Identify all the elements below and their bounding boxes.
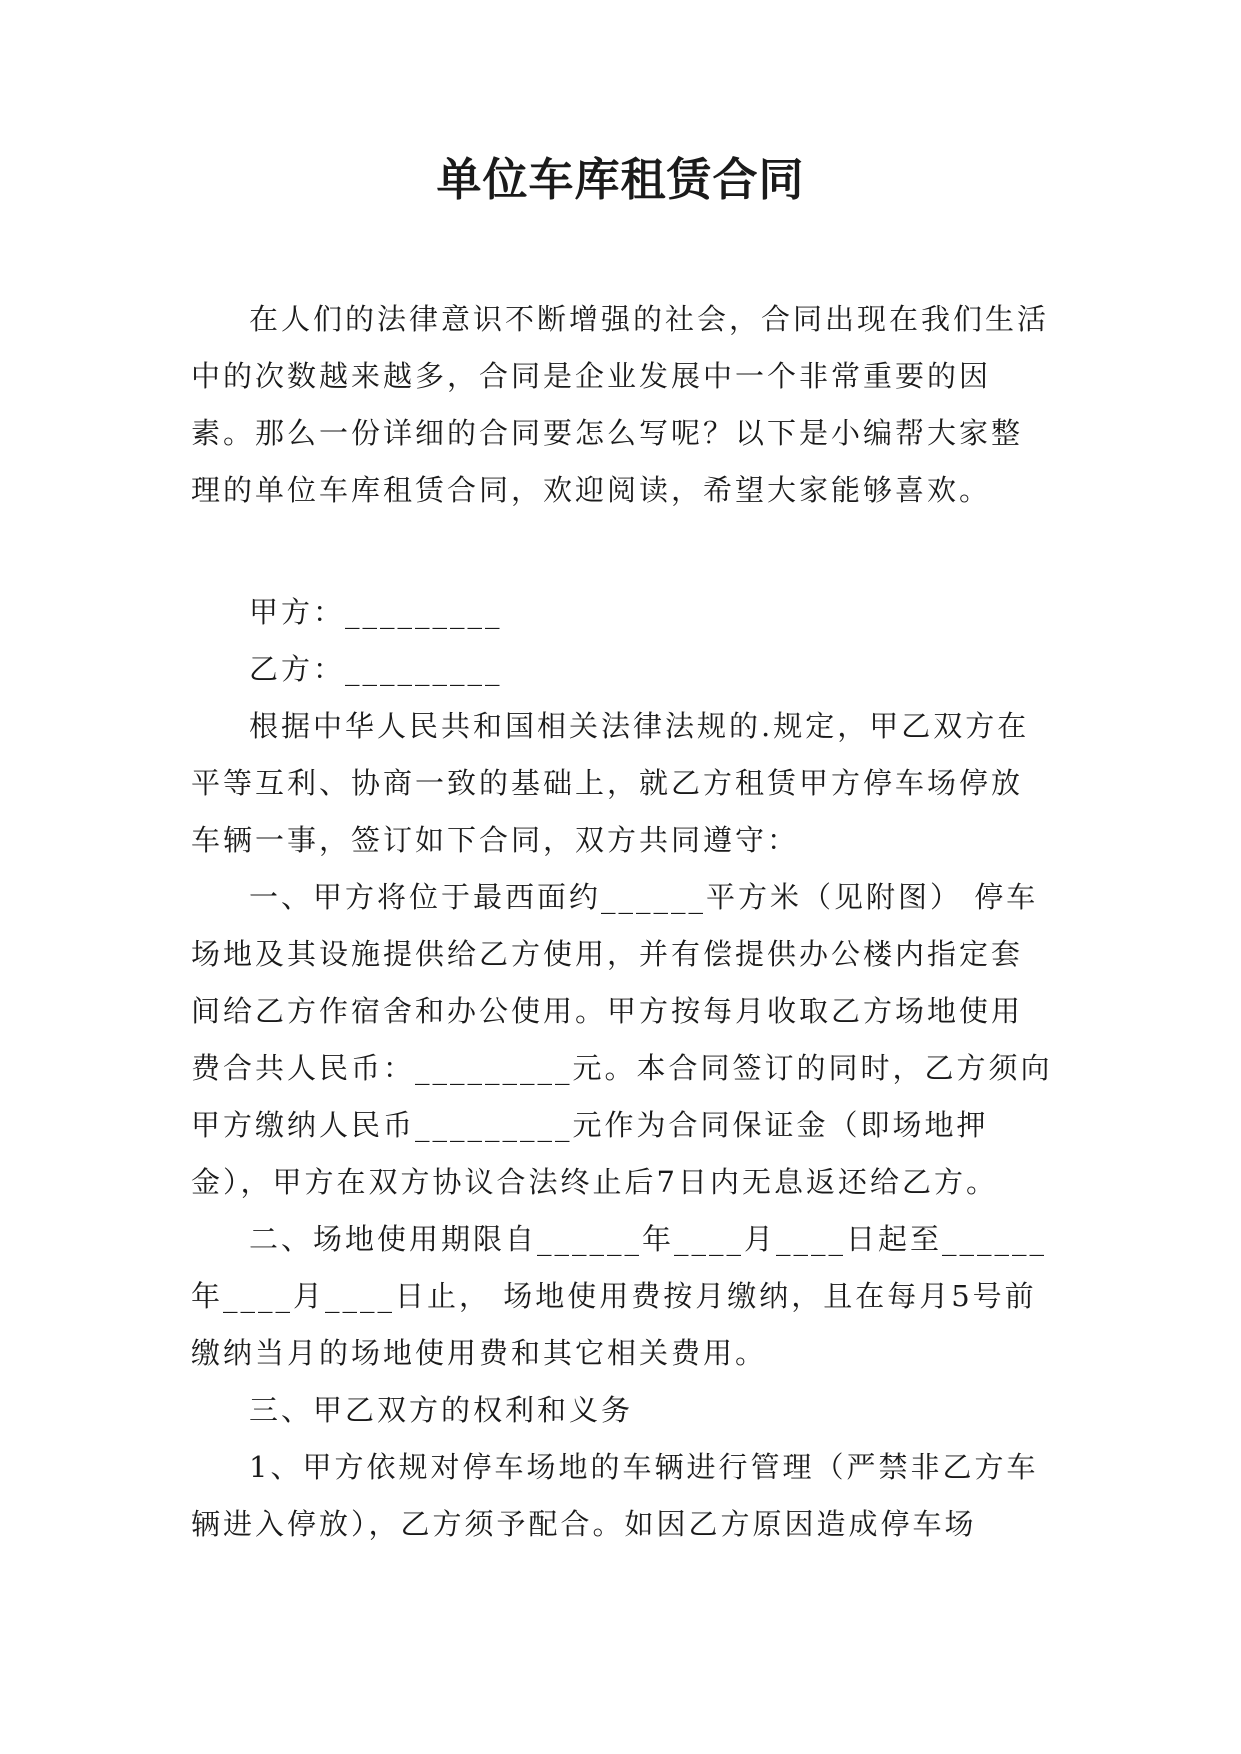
document-title: 单位车库租赁合同 <box>436 153 805 206</box>
clause-3-1-paragraph: 1、甲方依规对停车场地的车辆进行管理（严禁非乙方车辆进入停放），乙方须予配合。如因乙方原因造成停车场 <box>191 1450 1039 1541</box>
party-b-line: 乙方：_________ <box>249 652 503 686</box>
intro-section <box>191 291 1053 519</box>
clause-1-paragraph: 一、甲方将位于最西面约______平方米（见附图） 停车场地及其设施提供给乙方使用，并有偿提供办公楼内指定套间给乙方作宿舍和办公使用。甲方按每月收取乙方场地使用费合共人民币：_________元。本合同签订的同时，乙方须向甲方缴纳人民币_________元作为合同保证金（即场地押金），甲方在双方协议合法终止后7日内无息返还给乙方。 <box>191 880 1053 1199</box>
party-a-line: 甲方：_________ <box>249 595 503 629</box>
intro-paragraph: 在人们的法律意识不断增强的社会，合同出现在我们生活中的次数越来越多，合同是企业发展中一个非常重要的因素。那么一份详细的合同要怎么写呢？以下是小编帮大家整理的单位车库租赁合同，欢迎阅读，希望大家能够喜欢。 <box>191 302 1050 507</box>
preamble-paragraph: 根据中华人民共和国相关法律法规的.规定，甲乙双方在平等互利、协商一致的基础上，就乙方租赁甲方停车场停放车辆一事，签订如下合同，双方共同遵守： <box>191 709 1030 857</box>
clause-2-paragraph: 二、场地使用期限自______年____月____日起至______年____月____日止， 场地使用费按月缴纳，且在每月5号前缴纳当月的场地使用费和其它相关费用。 <box>191 1222 1048 1370</box>
clause-3-heading: 三、甲乙双方的权利和义务 <box>249 1393 634 1427</box>
contract-body <box>191 584 1053 1553</box>
